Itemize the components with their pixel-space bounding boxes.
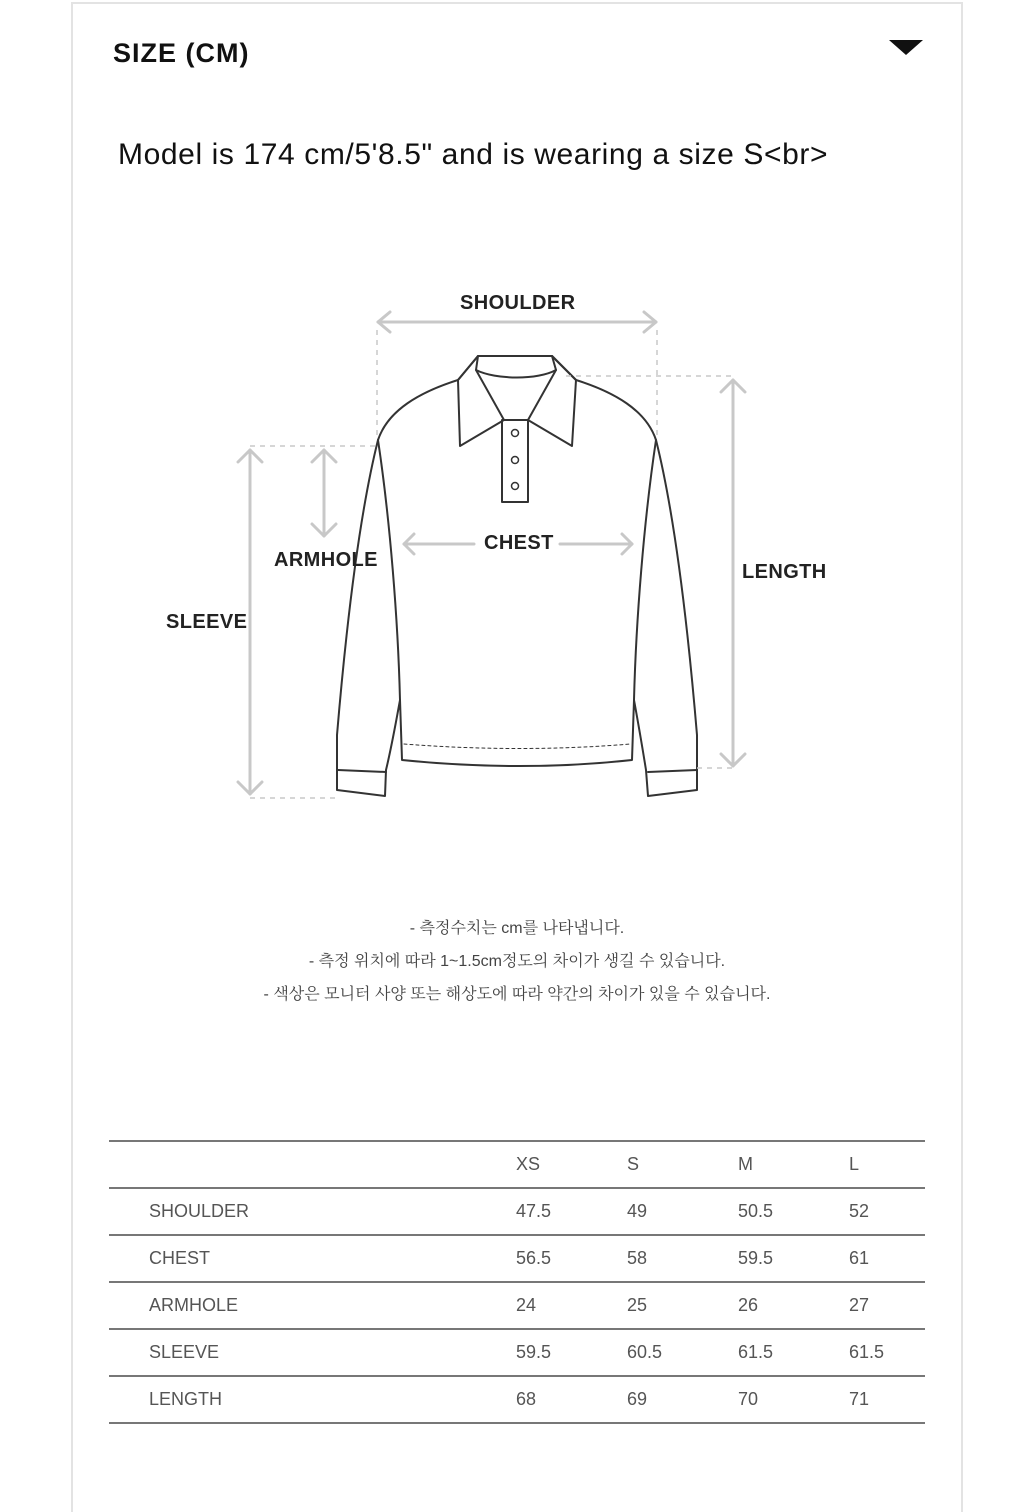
table-row xyxy=(109,1329,925,1376)
table-cell: 59.5 xyxy=(516,1329,627,1376)
table-cell: 71 xyxy=(849,1376,925,1423)
table-cell: 24 xyxy=(516,1282,627,1329)
table-cell: 58 xyxy=(627,1235,738,1282)
table-cell: 61.5 xyxy=(849,1329,925,1376)
table-cell: 70 xyxy=(738,1376,849,1423)
label-chest: CHEST xyxy=(484,532,554,554)
table-cell: 60.5 xyxy=(627,1329,738,1376)
row-label: SLEEVE xyxy=(109,1329,516,1376)
label-sleeve: SLEEVE xyxy=(166,611,248,633)
row-label: SHOULDER xyxy=(109,1188,516,1235)
table-cell: 25 xyxy=(627,1282,738,1329)
size-table xyxy=(109,1140,925,1424)
column-header: XS xyxy=(516,1141,627,1188)
table-cell: 59.5 xyxy=(738,1235,849,1282)
table-row xyxy=(109,1235,925,1282)
table-row xyxy=(109,1188,925,1235)
table-cell: 27 xyxy=(849,1282,925,1329)
measurement-notes xyxy=(0,912,1034,1011)
label-length: LENGTH xyxy=(742,561,827,583)
table-cell: 26 xyxy=(738,1282,849,1329)
table-cell: 61.5 xyxy=(738,1329,849,1376)
table-cell: 61 xyxy=(849,1235,925,1282)
table-cell: 56.5 xyxy=(516,1235,627,1282)
row-label: ARMHOLE xyxy=(109,1282,516,1329)
column-header: L xyxy=(849,1141,925,1188)
table-header-row xyxy=(109,1141,925,1188)
table-cell: 50.5 xyxy=(738,1188,849,1235)
table-row xyxy=(109,1376,925,1423)
polo-shirt-illustration xyxy=(337,356,697,796)
note-line: - 측정수치는 cm를 나타냅니다. xyxy=(409,920,625,937)
table-cell: 69 xyxy=(627,1376,738,1423)
row-label: CHEST xyxy=(109,1235,516,1282)
column-header: M xyxy=(738,1141,849,1188)
table-cell: 68 xyxy=(516,1376,627,1423)
note-line: - 측정 위치에 따라 1~1.5cm정도의 차이가 생길 수 있습니다. xyxy=(308,953,726,970)
table-cell: 47.5 xyxy=(516,1188,627,1235)
label-shoulder: SHOULDER xyxy=(460,292,576,314)
table-cell: 49 xyxy=(627,1188,738,1235)
column-header xyxy=(109,1141,516,1188)
section-title: SIZE (CM) xyxy=(113,38,250,68)
table-row xyxy=(109,1282,925,1329)
column-header: S xyxy=(627,1141,738,1188)
table-cell: 52 xyxy=(849,1188,925,1235)
model-note: Model is 174 cm/5'8.5" and is wearing a size S<br> xyxy=(118,138,829,171)
row-label: LENGTH xyxy=(109,1376,516,1423)
note-line: - 색상은 모니터 사양 또는 해상도에 따라 약간의 차이가 있을 수 있습니다. xyxy=(263,986,771,1003)
label-armhole: ARMHOLE xyxy=(274,549,378,571)
